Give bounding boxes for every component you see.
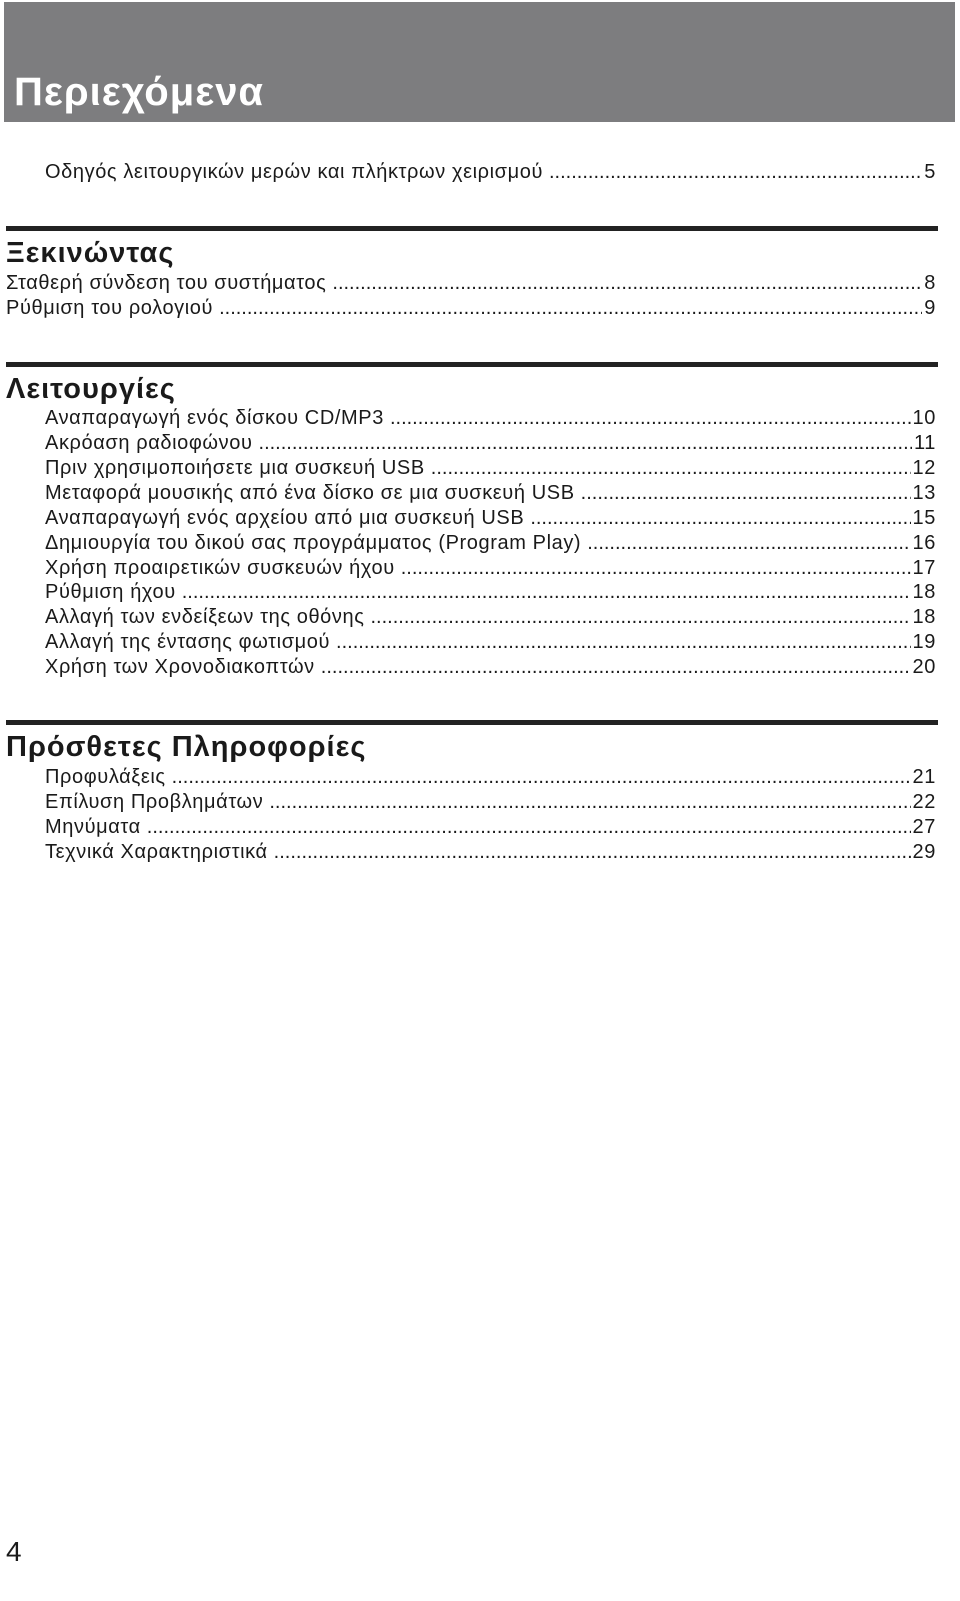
toc-entry-page: 11 [914,432,936,454]
leader-dots [401,556,911,581]
toc-entry-label: Επίλυση Προβλημάτων [45,791,264,813]
leader-dots [259,431,913,456]
section-title: Λειτουργίες [6,373,176,405]
leader-dots [219,296,922,321]
toc-entry-label: Αλλαγή της έντασης φωτισμού [45,631,331,653]
toc-entry-page: 15 [912,507,936,529]
leader-dots [182,580,911,605]
toc-entry[interactable] [45,605,936,630]
toc-entry-label: Ακρόαση ραδιοφώνου [45,432,253,454]
toc-entry-label: Πριν χρησιμοποιήσετε μια συσκευή USB [45,457,425,479]
toc-entry-page: 5 [924,161,936,183]
toc-entry-label: Δημιουργία του δικού σας προγράμματος (Program Play) [45,532,582,554]
leader-dots [172,765,911,790]
toc-entry-label: Αναπαραγωγή ενός δίσκου CD/MP3 [45,407,384,429]
toc-entry-intro[interactable] [45,160,936,185]
leader-dots [549,160,922,185]
toc-entry-label: Ρύθμιση του ρολογιού [6,297,214,319]
section-title: Ξεκινώντας [6,237,175,269]
leader-dots [587,531,910,556]
toc-entry[interactable] [45,531,936,556]
toc-entry-page: 18 [912,581,936,603]
section-divider [6,226,938,231]
section-divider [6,362,938,367]
toc-entry[interactable] [45,556,936,581]
toc-entry-label: Αναπαραγωγή ενός αρχείου από μια συσκευή USB [45,507,525,529]
leader-dots [269,790,910,815]
leader-dots [321,655,911,680]
toc-entry[interactable] [45,765,936,790]
toc-entry-label: Προφυλάξεις [45,766,166,788]
section-title: Πρόσθετες Πληροφορίες [6,731,367,763]
toc-entry-page: 22 [912,791,936,813]
toc-entry-page: 18 [912,606,936,628]
toc-entry-page: 10 [912,407,936,429]
toc-entry-page: 20 [912,656,936,678]
toc-entry[interactable] [45,406,936,431]
toc-entry[interactable] [45,580,936,605]
toc-entry[interactable] [45,481,936,506]
toc-entry[interactable] [6,296,936,321]
toc-entry-page: 29 [912,841,936,863]
leader-dots [147,815,911,840]
toc-entry-label: Αλλαγή των ενδείξεων της οθόνης [45,606,365,628]
toc-entry-label: Ρύθμιση ήχου [45,581,176,603]
leader-dots [274,840,911,865]
toc-entry[interactable] [6,271,936,296]
toc-entry-label: Τεχνικά Χαρακτηριστικά [45,841,268,863]
toc-entry[interactable] [45,506,936,531]
toc-entry-page: 12 [912,457,936,479]
toc-entry-label: Χρήση προαιρετικών συσκευών ήχου [45,557,395,579]
leader-dots [530,506,910,531]
toc-entry-label: Χρήση των Χρονοδιακοπτών [45,656,315,678]
toc-entry[interactable] [45,655,936,680]
toc-entry-label: Σταθερή σύνδεση του συστήματος [6,272,327,294]
page-title: Περιεχόμενα [14,70,265,114]
toc-entry-label: Μεταφορά μουσικής από ένα δίσκο σε μια συσκευή USB [45,482,575,504]
toc-entry-page: 19 [912,631,936,653]
toc-entry-label: Οδηγός λειτουργικών μερών και πλήκτρων χειρισμού [45,161,543,183]
toc-entry[interactable] [45,630,936,655]
toc-entry-label: Μηνύματα [45,816,141,838]
leader-dots [370,605,910,630]
toc-entry-page: 16 [912,532,936,554]
section-divider [6,720,938,725]
toc-entry-page: 8 [924,272,936,294]
toc-entry[interactable] [45,815,936,840]
leader-dots [332,271,922,296]
toc-entry[interactable] [45,840,936,865]
toc-entry-page: 9 [924,297,936,319]
toc-entry[interactable] [45,456,936,481]
leader-dots [390,406,911,431]
toc-entry[interactable] [45,790,936,815]
toc-entry-page: 21 [912,766,936,788]
toc-entry[interactable] [45,431,936,456]
toc-entry-page: 13 [912,482,936,504]
leader-dots [581,481,911,506]
page-number: 4 [6,1536,22,1567]
toc-entry-page: 17 [912,557,936,579]
leader-dots [336,630,911,655]
leader-dots [431,456,911,481]
toc-entry-page: 27 [912,816,936,838]
